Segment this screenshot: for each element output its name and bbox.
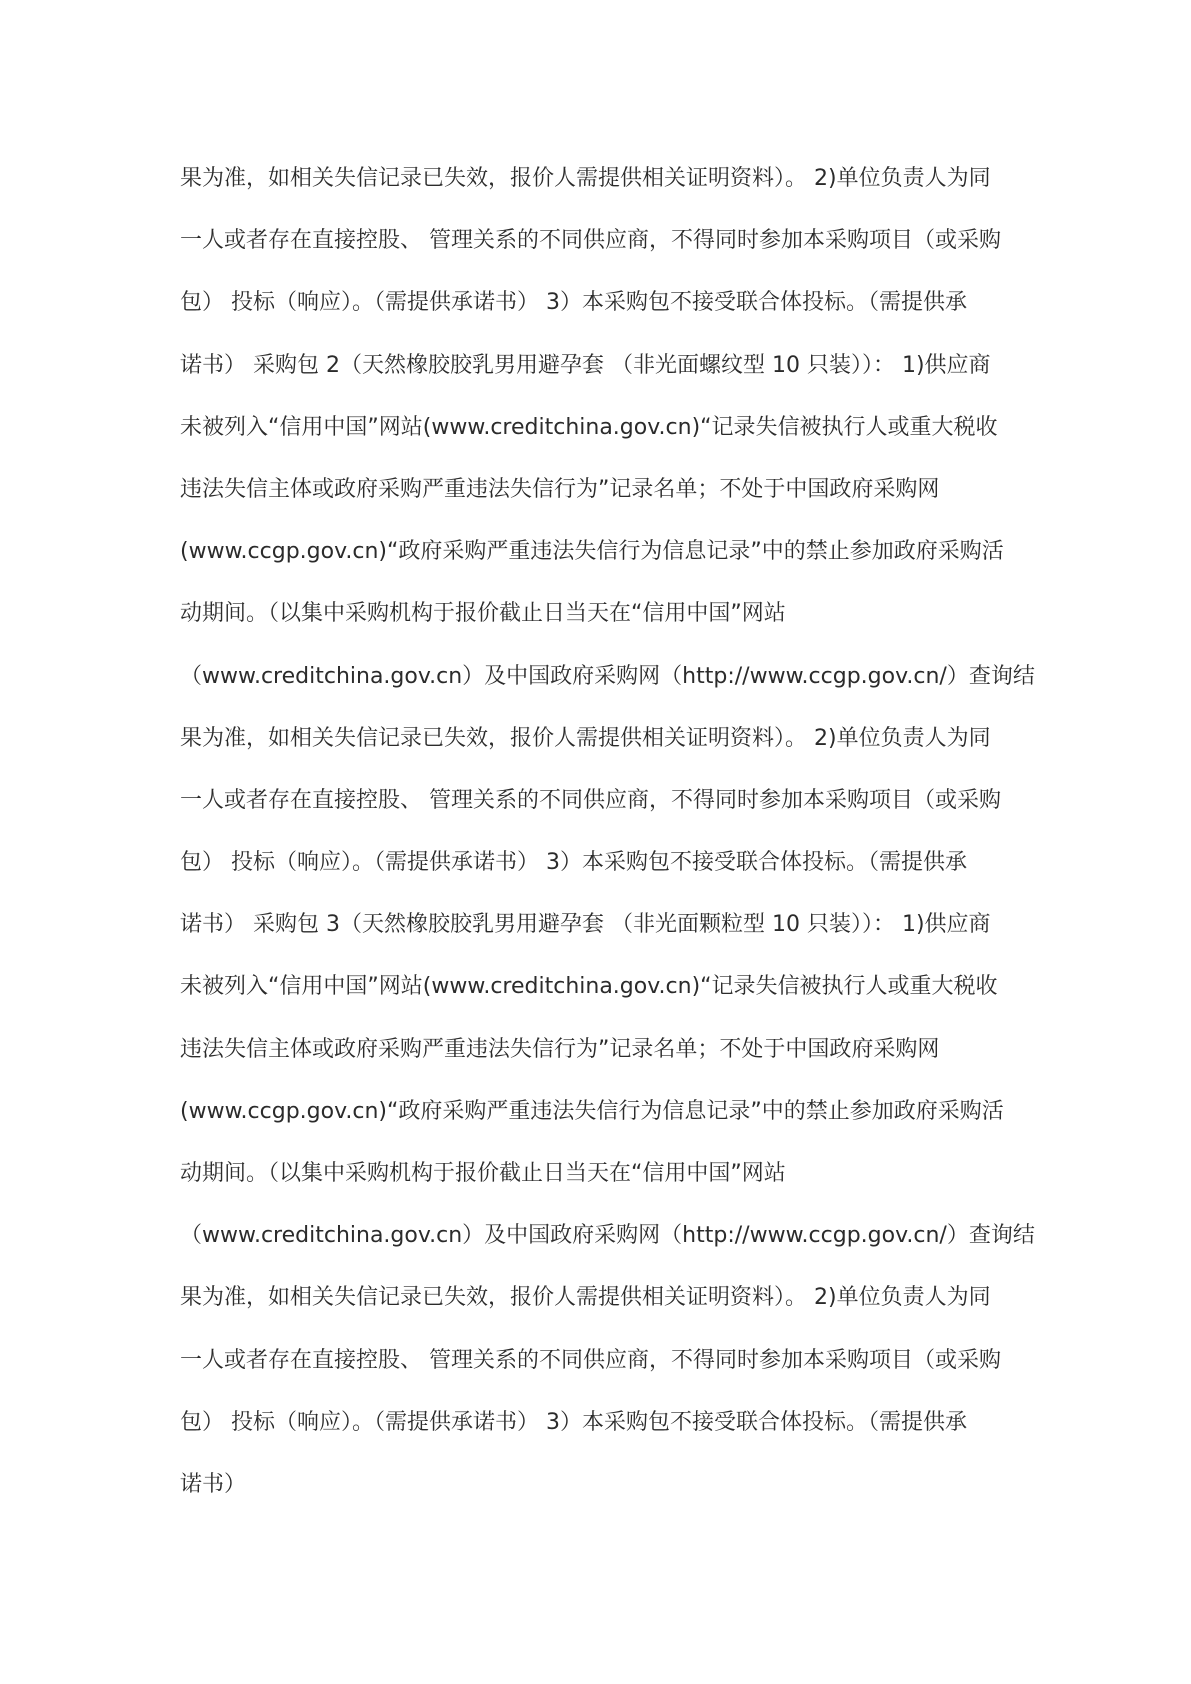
text-line: 诺书） (180, 1471, 247, 1497)
text-line: （www.creditchina.gov.cn）及中国政府采购网（http://www.ccgp.gov.cn/）查询结 (180, 1223, 1035, 1249)
text-line: 动期间。（以集中采购机构于报价截止日当天在“信用中国”网站 (180, 1161, 786, 1186)
text-line: 违法失信主体或政府采购严重违法失信行为”记录名单；不处于中国政府采购网 (180, 476, 940, 502)
text-line: 果为准，如相关失信记录已失效，报价人需提供相关证明资料）。 2)单位负责人为同 (180, 1285, 991, 1311)
text-line: 违法失信主体或政府采购严重违法失信行为”记录名单；不处于中国政府采购网 (180, 1036, 940, 1062)
body-text (180, 148, 1040, 1516)
text-line: 包） 投标（响应）。（需提供承诺书） 3）本采购包不接受联合体投标。（需提供承 (180, 850, 967, 876)
text-line: 包） 投标（响应）。（需提供承诺书） 3）本采购包不接受联合体投标。（需提供承 (180, 1409, 967, 1435)
text-line: 一人或者存在直接控股、 管理关系的不同供应商，不得同时参加本采购项目（或采购 (180, 787, 1001, 813)
text-line: 果为准，如相关失信记录已失效，报价人需提供相关证明资料）。 2)单位负责人为同 (180, 166, 991, 191)
text-line: 果为准，如相关失信记录已失效，报价人需提供相关证明资料）。 2)单位负责人为同 (180, 725, 991, 751)
text-line: 未被列入“信用中国”网站(www.creditchina.gov.cn)“记录失信被执行人或重大税收 (180, 974, 998, 1000)
text-line: 动期间。（以集中采购机构于报价截止日当天在“信用中国”网站 (180, 601, 786, 627)
text-line: 未被列入“信用中国”网站(www.creditchina.gov.cn)“记录失信被执行人或重大税收 (180, 414, 998, 440)
text-line: 诺书） 采购包 2（天然橡胶胶乳男用避孕套 （非光面螺纹型 10 只装））： 1)供应商 (180, 352, 991, 378)
text-line: (www.ccgp.gov.cn)“政府采购严重违法失信行为信息记录”中的禁止参加政府采购活 (180, 1098, 1004, 1124)
text-line: 一人或者存在直接控股、 管理关系的不同供应商，不得同时参加本采购项目（或采购 (180, 228, 1001, 254)
text-line: 诺书） 采购包 3（天然橡胶胶乳男用避孕套 （非光面颗粒型 10 只装））： 1)供应商 (180, 912, 991, 938)
text-line: (www.ccgp.gov.cn)“政府采购严重违法失信行为信息记录”中的禁止参加政府采购活 (180, 539, 1004, 565)
text-line: 一人或者存在直接控股、 管理关系的不同供应商，不得同时参加本采购项目（或采购 (180, 1347, 1001, 1373)
text-line: 包） 投标（响应）。（需提供承诺书） 3）本采购包不接受联合体投标。（需提供承 (180, 290, 967, 316)
text-line: （www.creditchina.gov.cn）及中国政府采购网（http://www.ccgp.gov.cn/）查询结 (180, 663, 1035, 689)
